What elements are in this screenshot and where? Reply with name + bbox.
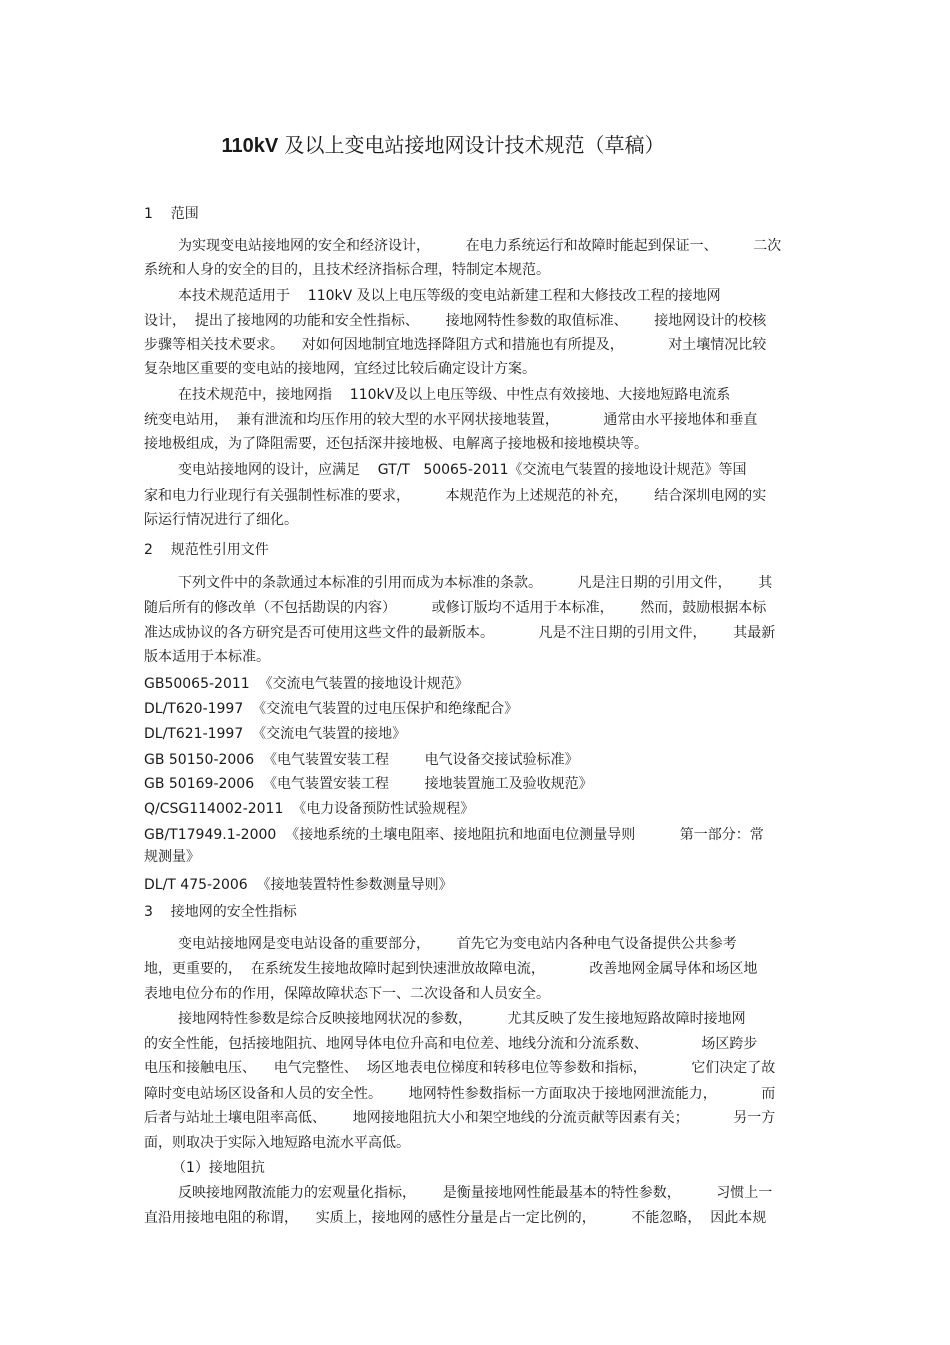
paragraph-line: 变电站接地网是变电站设备的重要部分， 首先它为变电站内各种电气设备提供公共参考	[178, 936, 737, 952]
reference-item: GB 50169-2006 《电气装置安装工程 接地装置施工及验收规范》	[144, 776, 593, 792]
paragraph-line: 版本适用于本标准。	[144, 649, 270, 665]
paragraph-line: 统变电站用， 兼有泄流和均压作用的较大型的水平网状接地装置， 通常由水平接地体和垂直	[144, 412, 758, 428]
reference-item: 规测量》	[144, 849, 200, 865]
paragraph-line: 系统和人身的安全的目的，且技术经济指标合理，特制定本规范。	[144, 262, 550, 278]
paragraph-line: 的安全性能，包括接地阻抗、地网导体电位升高和电位差、地线分流和分流系数、 场区跨步	[144, 1036, 758, 1052]
paragraph-line: 本技术规范适用于 110kV 及以上电压等级的变电站新建工程和大修技改工程的接地网	[178, 288, 721, 304]
paragraph-line: 地，更重要的， 在系统发生接地故障时起到快速泄放故障电流， 改善地网金属导体和场区地	[144, 961, 758, 977]
paragraph-line: 准达成协议的各方研究是否可使用这些文件的最新版本。 凡是不注日期的引用文件， 其最新	[144, 625, 776, 641]
paragraph-line: 随后所有的修改单（不包括勘误的内容） 或修订版均不适用于本标准， 然而，鼓励根据本标	[144, 600, 767, 616]
reference-item: DL/T621-1997 《交流电气装置的接地》	[144, 726, 407, 742]
reference-item: GB50065-2011 《交流电气装置的接地设计规范》	[144, 676, 469, 692]
reference-item: GB/T17949.1-2000 《接地系统的土壤电阻率、接地阻抗和地面电位测量导则 第一部分：常	[144, 827, 764, 843]
section-heading-scope: 1 范围	[144, 206, 199, 222]
paragraph-line: 下列文件中的条款通过本标准的引用而成为本标准的条款。 凡是注日期的引用文件， 其	[178, 575, 773, 591]
paragraph-line: 电压和接触电压、 电气完整性、 场区地表电位梯度和转移电位等参数和指标， 它们决定了故	[144, 1060, 776, 1076]
reference-item: DL/T620-1997 《交流电气装置的过电压保护和绝缘配合》	[144, 701, 519, 717]
reference-item: DL/T 475-2006 《接地装置特性参数测量导则》	[144, 877, 453, 893]
paragraph-line: 设计， 提出了接地网的功能和安全性指标、 接地网特性参数的取值标准、 接地网设计的校核	[144, 313, 767, 329]
paragraph-line: 直沿用接地电阻的称谓， 实质上，接地网的感性分量是占一定比例的， 不能忽略， 因此本规	[144, 1210, 767, 1226]
paragraph-line: 反映接地网散流能力的宏观量化指标， 是衡量接地网性能最基本的特性参数， 习惯上一	[178, 1185, 773, 1201]
paragraph-line: 为实现变电站接地网的安全和经济设计， 在电力系统运行和故障时能起到保证一、 二次	[178, 238, 782, 254]
paragraph-line: 接地极组成，为了降阻需要，还包括深井接地极、电解离子接地极和接地模块等。	[144, 436, 648, 452]
title-voltage: 110kV	[221, 135, 279, 157]
paragraph-line: 复杂地区重要的变电站的接地网，宜经过比较后确定设计方案。	[144, 361, 536, 377]
paragraph-line: 际运行情况进行了细化。	[144, 512, 298, 528]
subsection-heading-grounding-impedance: （1）接地阻抗	[172, 1160, 265, 1176]
reference-item: GB 50150-2006 《电气装置安装工程 电气设备交接试验标准》	[144, 752, 579, 768]
paragraph-line: 步骤等相关技术要求。 对如何因地制宜地选择降阻方式和措施也有所提及， 对土壤情况比较	[144, 337, 767, 353]
document-title	[0, 131, 886, 160]
paragraph-line: 接地网特性参数是综合反映接地网状况的参数， 尤其反映了发生接地短路故障时接地网	[178, 1011, 746, 1027]
paragraph-line: 在技术规范中，接地网指 110kV及以上电压等级、中性点有效接地、大接地短路电流系	[178, 387, 731, 403]
section-heading-references: 2 规范性引用文件	[144, 542, 269, 558]
paragraph-line: 面，则取决于实际入地短路电流水平高低。	[144, 1135, 410, 1151]
paragraph-line: 变电站接地网的设计，应满足 GT/T 50065-2011《交流电气装置的接地设计规范》等国	[178, 462, 747, 478]
paragraph-line: 后者与站址土壤电阻率高低、 地网接地阻抗大小和架空地线的分流贡献等因素有关； 另一方	[144, 1110, 776, 1126]
section-heading-safety: 3 接地网的安全性指标	[144, 904, 297, 920]
reference-item: Q/CSG114002-2011 《电力设备预防性试验规程》	[144, 801, 475, 817]
paragraph-line: 家和电力行业现行有关强制性标准的要求， 本规范作为上述规范的补充， 结合深圳电网的实	[144, 488, 767, 504]
title-text: 及以上变电站接地网设计技术规范（草稿）	[278, 133, 665, 157]
paragraph-line: 表地电位分布的作用，保障故障状态下一、二次设备和人员安全。	[144, 986, 550, 1002]
paragraph-line: 障时变电站场区设备和人员的安全性。 地网特性参数指标一方面取决于接地网泄流能力， 而	[144, 1086, 776, 1102]
